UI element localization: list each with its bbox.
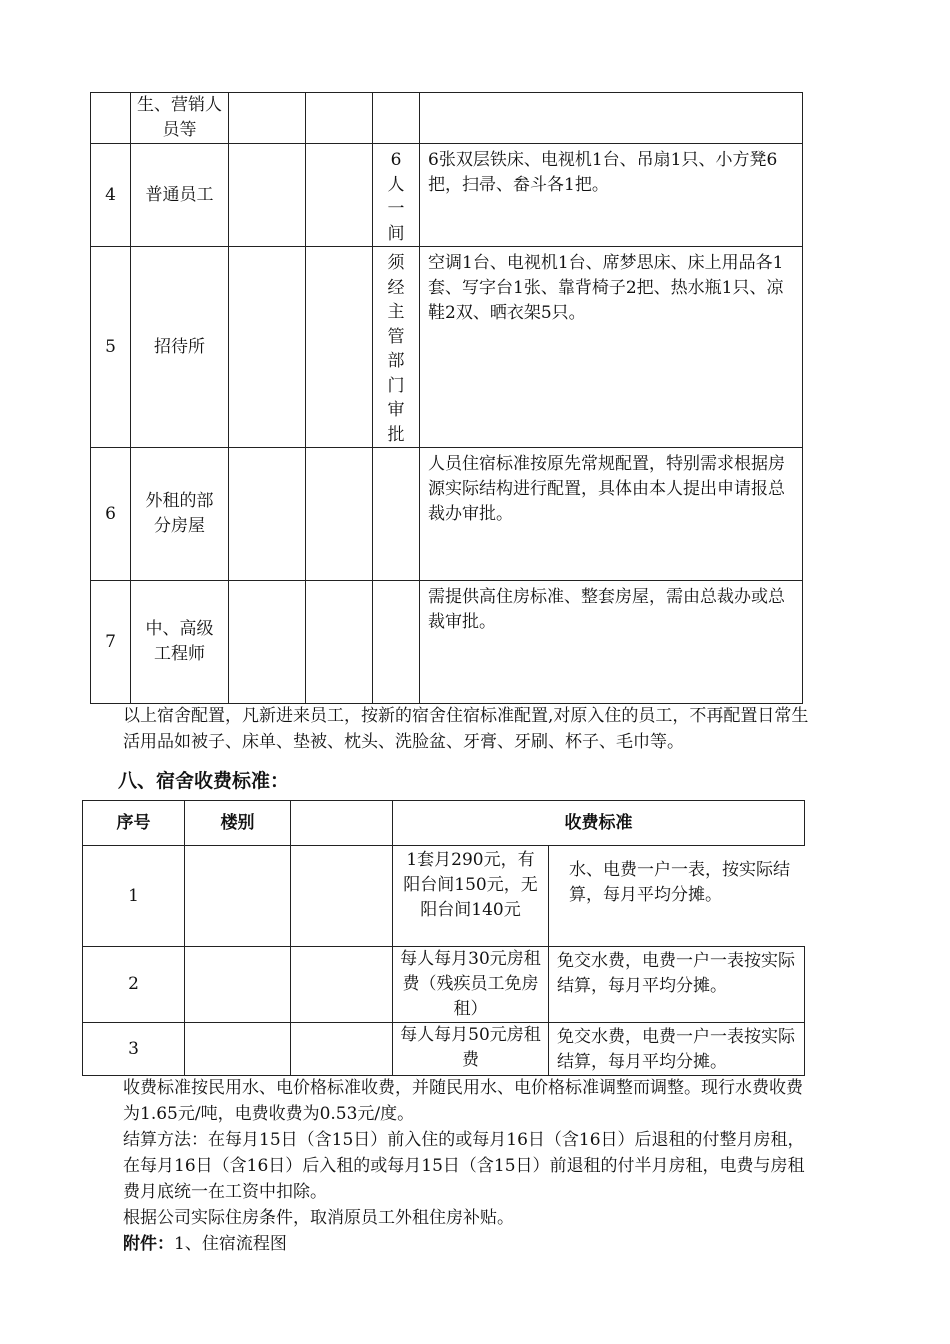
- row-number: 1: [83, 846, 185, 947]
- row-number: 4: [91, 144, 131, 247]
- row-number: 6: [91, 448, 131, 581]
- fee-standard-table: [82, 800, 805, 1076]
- row-utility: 免交水费，电费一户一表按实际结算，每月平均分摊。: [549, 1023, 805, 1076]
- row-rent: 每人每月50元房租费: [393, 1023, 549, 1076]
- row-approval: 须 经 主 管 部 门 审 批: [373, 247, 420, 448]
- row-category: 中、高级工程师: [131, 581, 229, 704]
- row-rent: 每人每月30元房租费（残疾员工免房租）: [393, 947, 549, 1023]
- row-category: 招待所: [131, 247, 229, 448]
- table-row: [83, 947, 805, 1023]
- row-category: 普通员工: [131, 144, 229, 247]
- row-number: [91, 93, 131, 144]
- table-row: [83, 846, 805, 947]
- table-row: [91, 581, 803, 704]
- row-utility: 免交水费，电费一户一表按实际结算，每月平均分摊。: [549, 947, 805, 1023]
- row-category: 生、营销人员等: [131, 93, 229, 144]
- section-8-title: 八、宿舍收费标准：: [118, 770, 290, 792]
- row-utility: 水、电费一户一表，按实际结算，每月平均分摊。: [549, 846, 805, 947]
- row-number: 5: [91, 247, 131, 448]
- row-number: 2: [83, 947, 185, 1023]
- table-row: [91, 93, 803, 144]
- header-building: 楼别: [185, 801, 291, 846]
- header-blank: [291, 801, 393, 846]
- row-number: 3: [83, 1023, 185, 1076]
- subsidy-paragraph: 根据公司实际住房条件，取消原员工外租住房补贴。: [123, 1208, 514, 1228]
- row-equipment: 6张双层铁床、电视机1台、吊扇1只、小方凳6把，扫帚、畚斗各1把。: [420, 144, 803, 247]
- dorm-config-table: [90, 92, 803, 704]
- table-header-row: [83, 801, 805, 846]
- row-rent: 1套月290元，有阳台间150元，无阳台间140元: [393, 846, 549, 947]
- row-number: 7: [91, 581, 131, 704]
- attachment-line: [95, 1231, 815, 1257]
- row-equipment: 人员住宿标准按原先常规配置，特别需求根据房源实际结构进行配置，具体由本人提出申请报总裁办审批。: [420, 448, 803, 581]
- table-row: [91, 144, 803, 247]
- row-equipment: [420, 93, 803, 144]
- dorm-config-note: 以上宿舍配置，凡新进来员工，按新的宿舍住宿标准配置,对原入住的员工，不再配置日常生活用品如被子、床单、垫被、枕头、洗脸盆、牙膏、牙刷、杯子、毛巾等。: [123, 706, 809, 752]
- row-category: 外租的部分房屋: [131, 448, 229, 581]
- table-row: [91, 247, 803, 448]
- row-occupancy: 6 人 一 间: [373, 144, 420, 247]
- attachment-label: 附件：: [123, 1234, 174, 1254]
- header-fee-standard: 收费标准: [393, 801, 805, 846]
- header-number: 序号: [83, 801, 185, 846]
- fee-standard-paragraph: 收费标准按民用水、电价格标准收费，并随民用水、电价格标准调整而调整。现行水费收费为1.65元/吨，电费收费为0.53元/度。: [123, 1078, 803, 1124]
- row-equipment: 需提供高住房标准、整套房屋，需由总裁办或总裁审批。: [420, 581, 803, 704]
- table-row: [83, 1023, 805, 1076]
- settlement-paragraph: 结算方法：在每月15日（含15日）前入住的或每月16日（含16日）后退租的付整月房租，在每月16日（含16日）后入租的或每月15日（含15日）前退租的付半月房租，电费与房租费月底统一在工资中扣除。: [123, 1130, 805, 1202]
- attachment-item: 1、住宿流程图: [174, 1234, 287, 1254]
- table-row: [91, 448, 803, 581]
- row-equipment: 空调1台、电视机1台、席梦思床、床上用品各1套、写字台1张、靠背椅子2把、热水瓶1只、凉鞋2双、晒衣架5只。: [420, 247, 803, 448]
